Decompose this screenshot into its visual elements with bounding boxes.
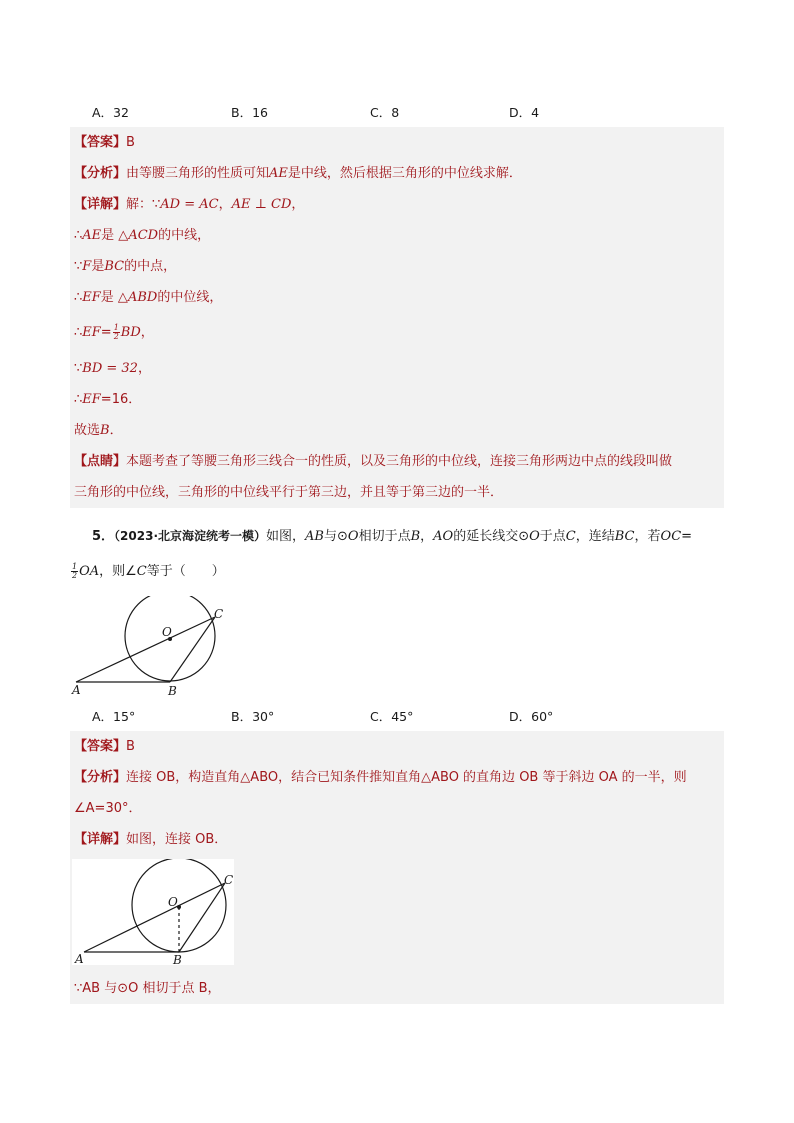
detail-line-1: 【详解】解：∵AD = AC，AE ⊥ CD， [74, 197, 305, 212]
q5-analysis-line-1: 【分析】连接 OB，构造直角△ABO，结合已知条件推知直角△ABO 的直角边 OB 等于斜边 OA 的一半，则 [74, 770, 687, 785]
line-ac [76, 617, 215, 682]
prev-question-choices [92, 103, 648, 121]
answer-line: 【答案】B [74, 135, 135, 150]
choice-d: D．4 [509, 105, 540, 120]
q5-choice-a: A．15° [92, 709, 136, 724]
solution-label-o: O [168, 895, 178, 909]
fraction-half-q5: $\frac{1}{2}$ [72, 562, 78, 580]
label-c: C [214, 607, 224, 621]
q5-answer-line: 【答案】B [74, 739, 135, 754]
q5-choice-c: C．45° [370, 709, 414, 724]
solution-label-c: C [224, 873, 234, 887]
choice-c: C．8 [370, 105, 400, 120]
question-5-choices [92, 707, 648, 725]
q5-analysis-line-2: ∠A=30°． [74, 801, 142, 816]
solution-box-q4 [70, 127, 724, 508]
line-bc [170, 617, 215, 682]
q5-choice-d: D．60° [509, 709, 554, 724]
solution-figure [72, 859, 234, 965]
q5-choice-b: B．30° [231, 709, 275, 724]
question-5-line-2: $\frac{1}{2}$ OA，则∠C等于（ ） [72, 562, 225, 580]
q5-detail-line-1: 【详解】如图，连接 OB． [74, 832, 228, 847]
choice-b: B．16 [231, 105, 268, 120]
question-5-figure [68, 596, 238, 700]
label-b: B [168, 684, 177, 698]
solution-box-q5 [70, 731, 724, 1004]
choice-a: A．32 [92, 105, 129, 120]
detail-line-6: ∵BD = 32， [74, 361, 151, 376]
question-5-line-1: 5．（2023·北京海淀统考一模）如图，AB与⊙O相切于点B，AO的延长线交⊙O于点C，连结BC，若OC= [92, 529, 693, 544]
label-a: A [72, 683, 81, 697]
analysis-line: 【分析】由等腰三角形的性质可知AE是中线，然后根据三角形的中位线求解． [74, 166, 522, 181]
solution-label-a: A [75, 952, 84, 965]
comment-line-2: 三角形的中位线，三角形的中位线平行于第三边，并且等于第三边的一半． [74, 485, 504, 500]
q5-detail-line-2: ∵AB 与⊙O 相切于点 B， [74, 981, 221, 996]
detail-line-7: ∴EF=16． [74, 392, 142, 407]
detail-line-5: ∴EF= $\frac{1}{2}$ BD， [74, 323, 154, 341]
detail-line-3: ∵F是BC的中点， [74, 259, 177, 274]
comment-line-1: 【点睛】本题考查了等腰三角形三线合一的性质，以及三角形的中位线，连接三角形两边中点的线段叫做 [74, 454, 673, 469]
detail-line-8: 故选B． [74, 423, 123, 438]
label-o: O [162, 625, 172, 639]
fraction-half: $\frac{1}{2}$ [113, 323, 119, 341]
detail-line-4: ∴EF是 △ABD的中位线， [74, 290, 223, 305]
solution-label-b: B [173, 953, 182, 965]
q5-figure-area [70, 855, 724, 973]
detail-line-2: ∴AE是 △ACD的中线， [74, 228, 211, 243]
